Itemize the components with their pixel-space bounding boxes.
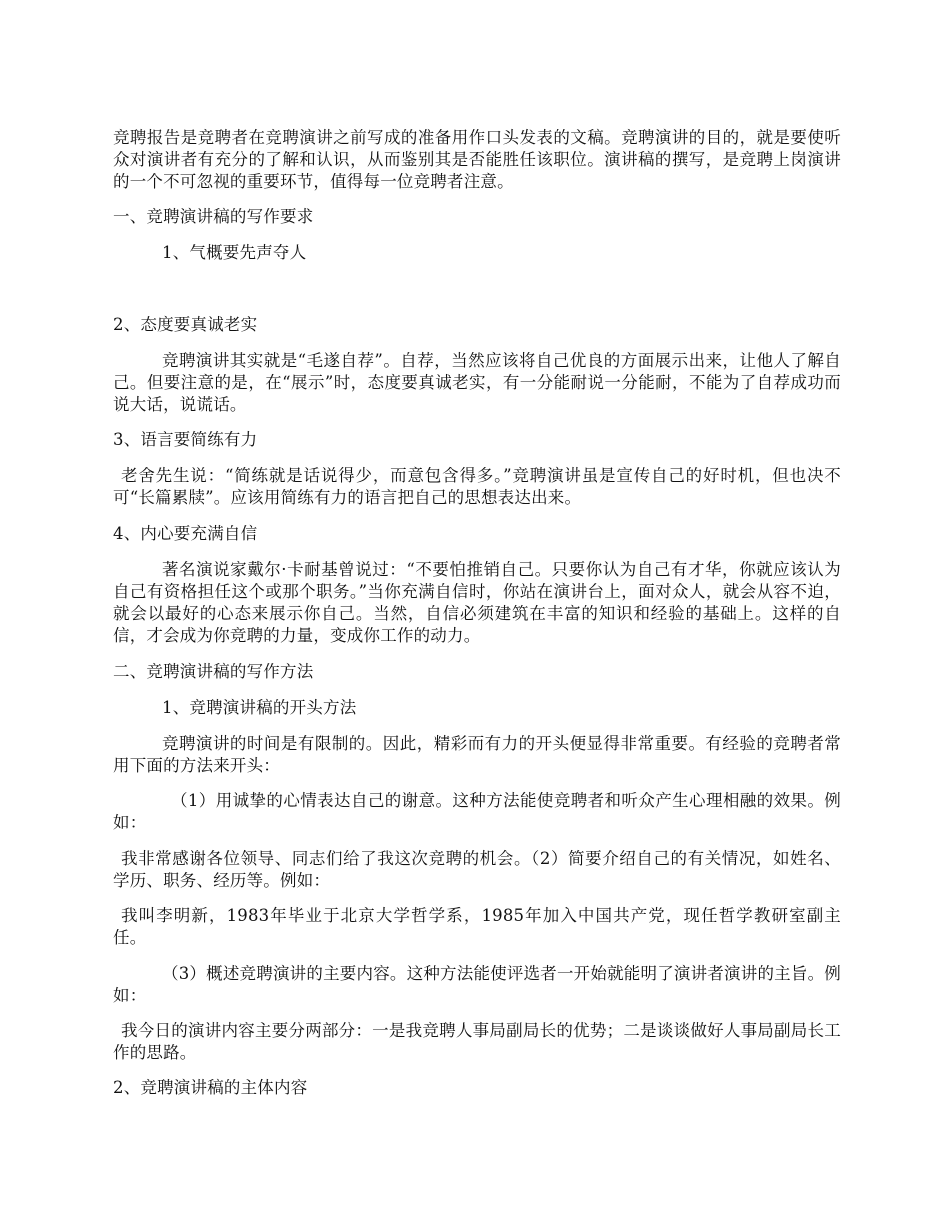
subheading-opening-methods: 1、竞聘演讲稿的开头方法 [162, 698, 357, 717]
section-heading-requirements: 一、竞聘演讲稿的写作要求 [113, 207, 314, 226]
subheading-momentum: 1、气概要先声夺人 [162, 243, 307, 262]
paragraph-language: 老舍先生说：“简练就是话说得少，而意包含得多。”竞聘演讲虽是宣传自己的好时机，但也决不可“长篇累牍”。应该用简练有力的语言把自己的思想表达出来。 [113, 466, 841, 507]
paragraph-method-3: （3）概述竞聘演讲的主要内容。这种方法能使评选者一开始就能明了演讲者演讲的主旨。例如： [113, 964, 841, 1005]
paragraph-example-self-intro: 我叫李明新，1983年毕业于北京大学哲学系，1985年加入中国共产党，现任哲学教研室副主任。 [113, 906, 841, 947]
paragraph-example-content: 我今日的演讲内容主要分两部分：一是我竞聘人事局副局长的优势；二是谈谈做好人事局副局长工作的思路。 [113, 1021, 841, 1062]
paragraph-opening-intro: 竞聘演讲的时间是有限制的。因此，精彩而有力的开头便显得非常重要。有经验的竞聘者常用下面的方法来开头： [113, 734, 841, 775]
subheading-confidence: 4、内心要充满自信 [113, 524, 258, 543]
paragraph-attitude: 竞聘演讲其实就是“毛遂自荐”。自荐，当然应该将自己优良的方面展示出来，让他人了解自己。但要注意的是，在“展示”时，态度要真诚老实，有一分能耐说一分能耐，不能为了自荐成功而说大话，说谎话。 [113, 351, 841, 414]
section-heading-methods: 二、竞聘演讲稿的写作方法 [113, 662, 314, 681]
paragraph-example-thanks: 我非常感谢各位领导、同志们给了我这次竞聘的机会。（2）简要介绍自己的有关情况，如姓名、学历、职务、经历等。例如： [113, 849, 841, 890]
intro-paragraph: 竞聘报告是竞聘者在竞聘演讲之前写成的准备用作口头发表的文稿。竞聘演讲的目的，就是要使听众对演讲者有充分的了解和认识，从而鉴别其是否能胜任该职位。演讲稿的撰写，是竞聘上岗演讲的一个不可忽视的重要环节，值得每一位竞聘者注意。 [113, 128, 841, 191]
paragraph-confidence: 著名演说家戴尔·卡耐基曾说过：“不要怕推销自己。只要你认为自己有才华，你就应该认为自己有资格担任这个或那个职务。”当你充满自信时，你站在演讲台上，面对众人，就会从容不迫，就会以最好的心态来展示你自己。当然，自信必须建筑在丰富的知识和经验的基础上。这样的自信，才会成为你竞聘的力量，变成你工作的动力。 [113, 560, 841, 645]
subheading-main-content: 2、竞聘演讲稿的主体内容 [113, 1078, 308, 1097]
paragraph-method-1: （1）用诚挚的心情表达自己的谢意。这种方法能使竞聘者和听众产生心理相融的效果。例如： [113, 791, 841, 832]
subheading-attitude: 2、态度要真诚老实 [113, 315, 258, 334]
subheading-language: 3、语言要简练有力 [113, 430, 258, 449]
